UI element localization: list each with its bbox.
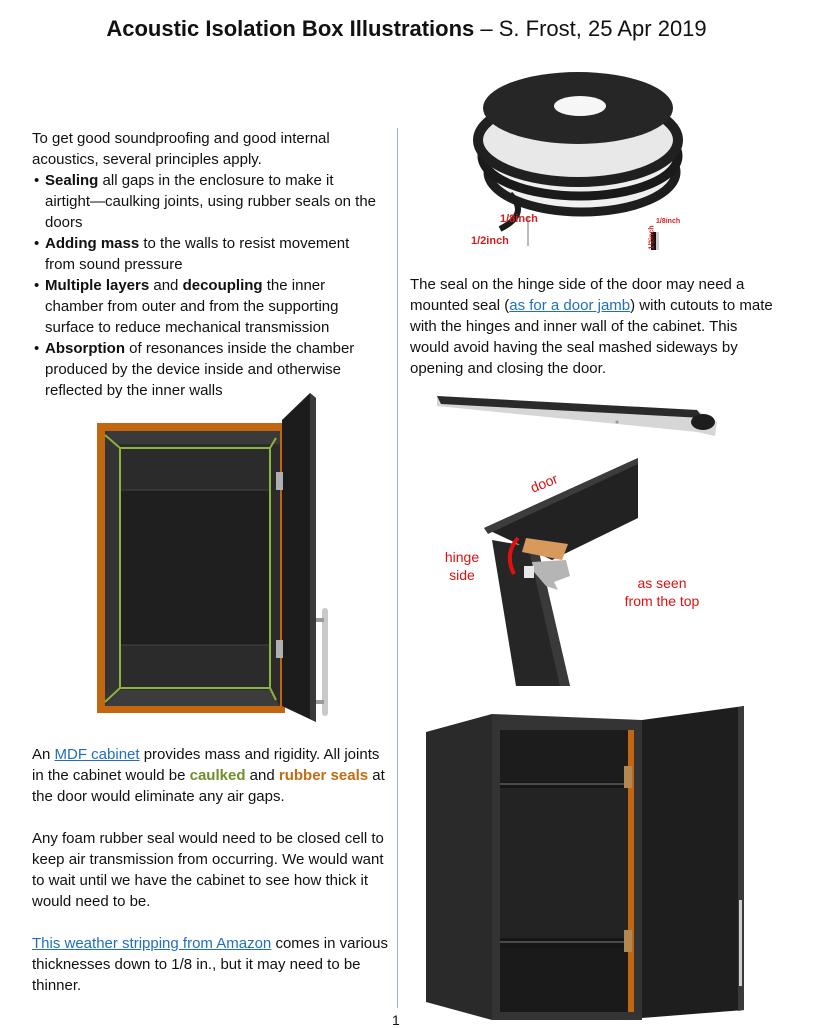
foam-seal-paragraph: Any foam rubber seal would need to be closed cell to keep air transmission from occurring. We would want to wait until we have the cabinet to see how thick it would need to be.: [32, 830, 384, 910]
open-door: [642, 706, 744, 1018]
tape-dimension-width: 1/2inch: [471, 235, 509, 247]
mdf-paragraph: [32, 744, 392, 807]
caulked-highlight: caulked: [189, 767, 246, 784]
label-hinge-side: [436, 548, 488, 584]
bullet-text: of resonances inside the chamber produced by the device inside and otherwise reflected by the inner walls: [45, 340, 355, 399]
text-span: at the door would eliminate any air gaps.: [32, 767, 385, 805]
text-span: The seal on the hinge side of the door may need a mounted seal (: [410, 276, 745, 314]
bullet-text: to the walls to resist movement from sound pressure: [45, 235, 350, 273]
roll-center-hole: [554, 96, 606, 116]
bullet-text: the inner chamber from outer and from the supporting surface to reduce mechanical transmission: [45, 277, 339, 336]
intro-section: [32, 128, 382, 401]
mdf-cabinet-link[interactable]: MDF cabinet: [54, 746, 140, 763]
label-line: hinge: [444, 549, 480, 565]
column-divider: [397, 128, 398, 1008]
label-as-seen-from-top: [612, 574, 712, 610]
rubber-seals-highlight: rubber seals: [278, 767, 369, 784]
title-main: Acoustic Isolation Box Illustrations: [106, 16, 475, 41]
cabinet-side: [426, 714, 492, 1020]
door-jamb-seal-image: [435, 392, 720, 442]
list-item: [32, 233, 382, 275]
door-seal-paragraph: [410, 274, 780, 379]
page-number: 1: [392, 1012, 400, 1028]
principles-list: [32, 170, 382, 401]
list-item: [32, 275, 382, 338]
bullet-text: and: [149, 277, 183, 294]
hinge: [624, 766, 632, 788]
door-handle: [322, 608, 328, 716]
bullet-keyword: Multiple layers: [45, 277, 150, 294]
label-line: side: [449, 567, 475, 583]
text-span: provides mass and rigidity. All joints in the cabinet would be: [32, 746, 380, 784]
intro-paragraph: To get good soundproofing and good internal acoustics, several principles apply.: [32, 130, 330, 168]
hinge: [624, 930, 632, 952]
lower-left-text: [32, 744, 392, 1017]
foam-tape-roll-image: [470, 64, 700, 254]
door-jamb-link[interactable]: as for a door jamb: [509, 297, 631, 314]
bullet-keyword: Adding mass: [45, 235, 140, 252]
hinge: [276, 472, 283, 490]
hinge: [276, 640, 283, 658]
text-span: comes in various thicknesses down to 1/8 in., but it may need to be thinner.: [32, 935, 388, 994]
amazon-weather-stripping-link[interactable]: This weather stripping from Amazon: [32, 935, 272, 952]
title-author-date: – S. Frost, 25 Apr 2019: [474, 16, 707, 41]
label-door: door: [528, 470, 561, 496]
label-line: as seen: [637, 575, 687, 591]
list-item: [32, 170, 382, 233]
door-handle: [739, 900, 742, 986]
page-title: [0, 16, 813, 42]
hinge-top-view-diagram: [470, 458, 650, 688]
bullet-text: all gaps in the enclosure to make it airtight—caulking joints, using rubber seals on the doors: [45, 172, 377, 231]
bullet-keyword: decoupling: [182, 277, 263, 294]
tape-dimension-thickness: 1/8inch: [500, 213, 538, 225]
tape-detail-width: 1/2inch: [648, 225, 656, 250]
label-line: from the top: [624, 593, 700, 609]
weather-stripping-paragraph: [32, 933, 392, 996]
text-span: and: [245, 767, 279, 784]
text-span: An: [32, 746, 55, 763]
bullet-keyword: Sealing: [45, 172, 99, 189]
bullet-keyword: Absorption: [45, 340, 125, 357]
open-cabinet-illustration: [422, 704, 752, 1022]
cabinet-cross-section-illustration: [94, 390, 334, 726]
text-span: ) with cutouts to mate with the hinges and inner wall of the cabinet. This would avoid having the seal mashed sideways by opening and closing the door.: [410, 297, 773, 377]
tape-detail-thickness: 1/8inch: [656, 218, 681, 225]
